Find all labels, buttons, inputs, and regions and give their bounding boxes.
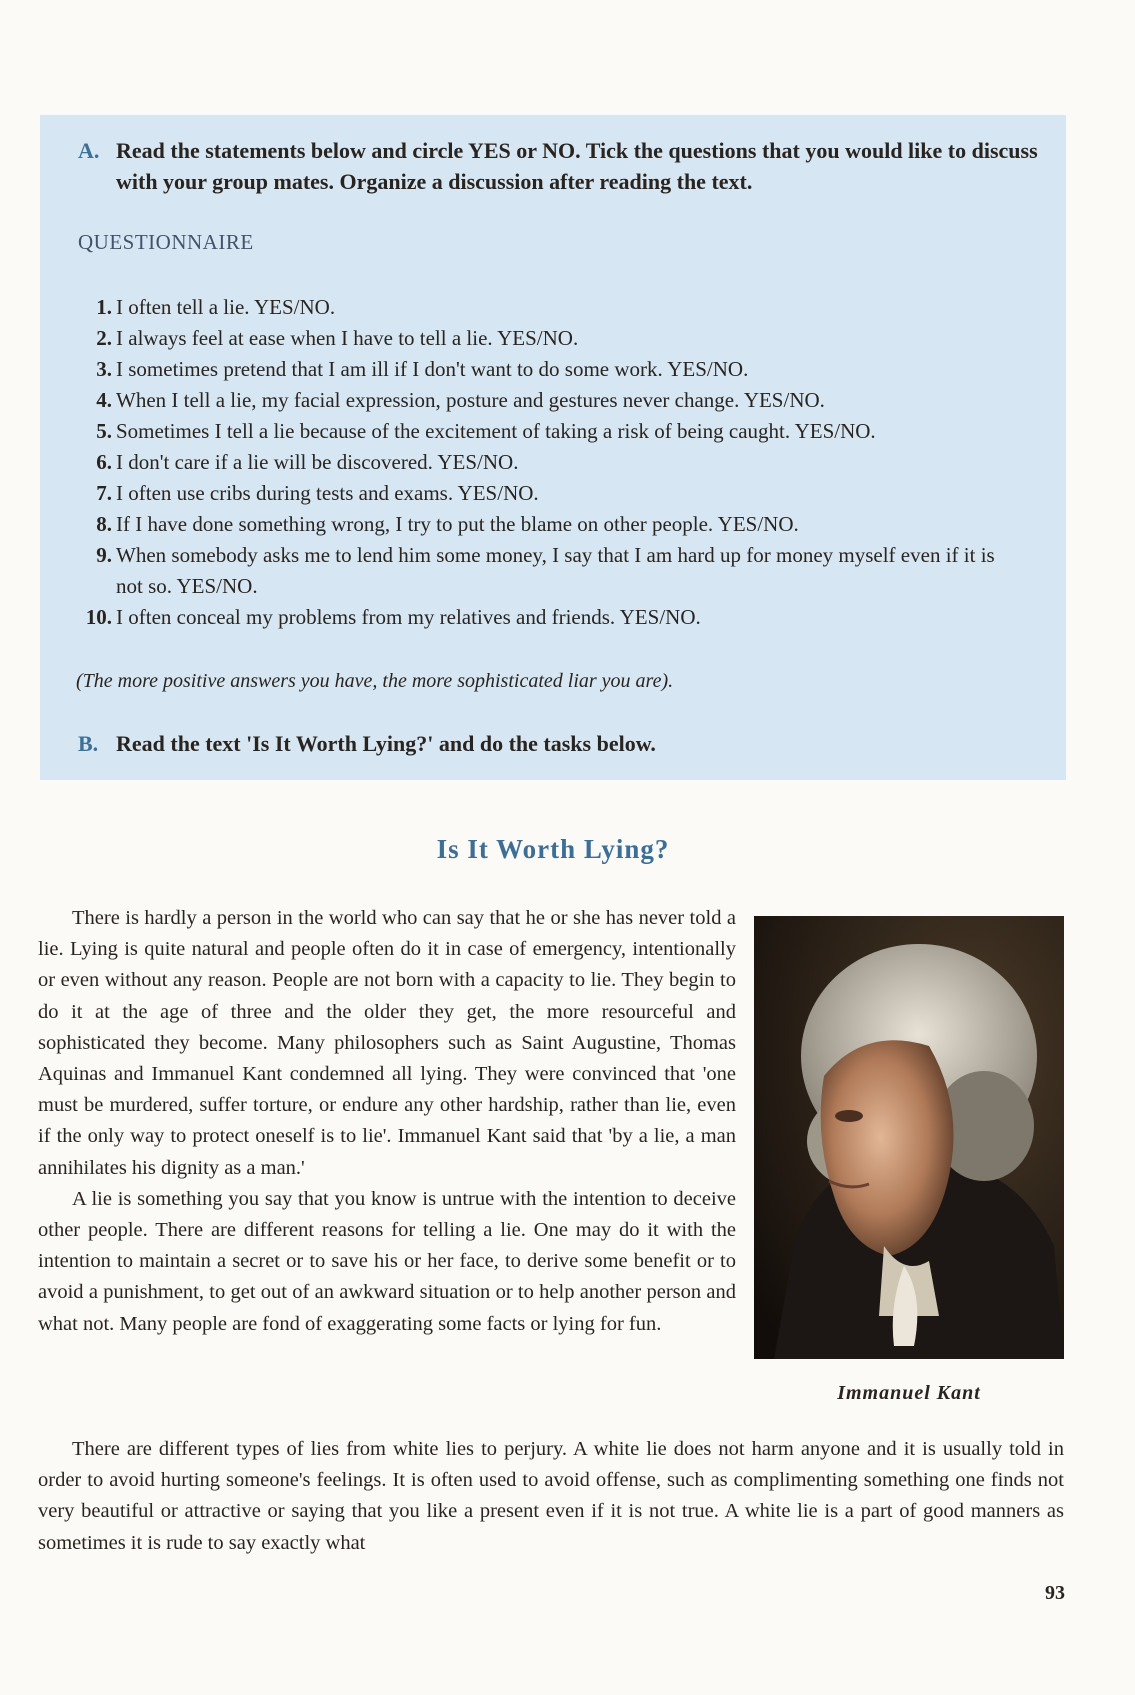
questionnaire-list xyxy=(78,292,1068,633)
portrait-illustration xyxy=(754,916,1064,1359)
question-item: 1. I often tell a lie. YES/NO. xyxy=(96,295,336,319)
task-a-letter: A. xyxy=(78,138,100,163)
questionnaire-heading: QUESTIONNAIRE xyxy=(78,230,254,254)
article-title: Is It Worth Lying? xyxy=(436,834,670,864)
question-item: 6. I don't care if a lie will be discovered. YES/NO. xyxy=(96,450,519,474)
question-item: 2. I always feel at ease when I have to tell a lie. YES/NO. xyxy=(96,326,579,350)
page-number: 93 xyxy=(1045,1582,1065,1604)
question-item: 4. When I tell a lie, my facial expression, posture and gestures never change. YES/NO. xyxy=(96,388,825,412)
task-a-text: Read the statements below and circle YES or NO. Tick the questions that you would like to discuss with your group mates. Organize a discussion after reading the text. xyxy=(116,138,1038,194)
paragraph-3: There are different types of lies from white lies to perjury. A white lie does not harm anyone and it is usually told in order to avoid hurting someone's feelings. It is often used to avoid offense, such as complimenting something one finds not very beautiful or attractive or saying that you like a present even if it is not true. A white lie is a part of good manners as sometimes it is rude to say exactly what xyxy=(38,1438,1064,1554)
paragraph-1: There is hardly a person in the world who can say that he or she has never told a lie. Lying is quite natural and people often do it in case of emergency, intentionally or even without any reason. People are not born with a capacity to lie. They begin to do it at the age of three and the older they get, the more resourceful and sophisticated they become. Many philosophers such as Saint Augustine, Thomas Aquinas and Immanuel Kant condemned all lying. They were convinced that 'one must be murdered, suffer torture, or endure any other hardship, rather than lie, even if the only way to protect oneself is to lie'. Immanuel Kant said that 'by a lie, a man annihilates his dignity as a man.' xyxy=(38,907,736,1179)
kant-portrait xyxy=(754,916,1064,1359)
task-b-letter: B. xyxy=(78,731,99,756)
question-item: 3. I sometimes pretend that I am ill if I don't want to do some work. YES/NO. xyxy=(96,357,749,381)
paragraph-2: A lie is something you say that you know is untrue with the intention to deceive other people. There are different reasons for telling a lie. One may do it with the intention to maintain a secret or to save his or her face, to derive some benefit or to avoid a punishment, to get out of an awkward situation or to help another person and what not. Many people are fond of exaggerating some facts or lying for fun. xyxy=(38,1187,736,1335)
question-item: 5. Sometimes I tell a lie because of the excitement of taking a risk of being caught. YES/NO. xyxy=(96,419,876,443)
portrait-caption: Immanuel Kant xyxy=(837,1382,981,1404)
question-item: 10. I often conceal my problems from my relatives and friends. YES/NO. xyxy=(85,605,701,629)
question-item: 9. When somebody asks me to lend him some money, I say that I am hard up for money myself even if it is not so. YES/NO. xyxy=(96,543,995,598)
task-b-instruction xyxy=(78,728,1038,759)
question-item: 7. I often use cribs during tests and exams. YES/NO. xyxy=(96,481,539,505)
questionnaire-note: (The more positive answers you have, the more sophisticated liar you are). xyxy=(76,670,674,692)
task-b-text: Read the text 'Is It Worth Lying?' and do the tasks below. xyxy=(116,731,656,756)
article-full-width xyxy=(38,1434,1064,1559)
question-item: 8. If I have done something wrong, I try to put the blame on other people. YES/NO. xyxy=(96,512,799,536)
task-a-instruction xyxy=(78,135,1038,197)
article-column xyxy=(38,903,736,1340)
